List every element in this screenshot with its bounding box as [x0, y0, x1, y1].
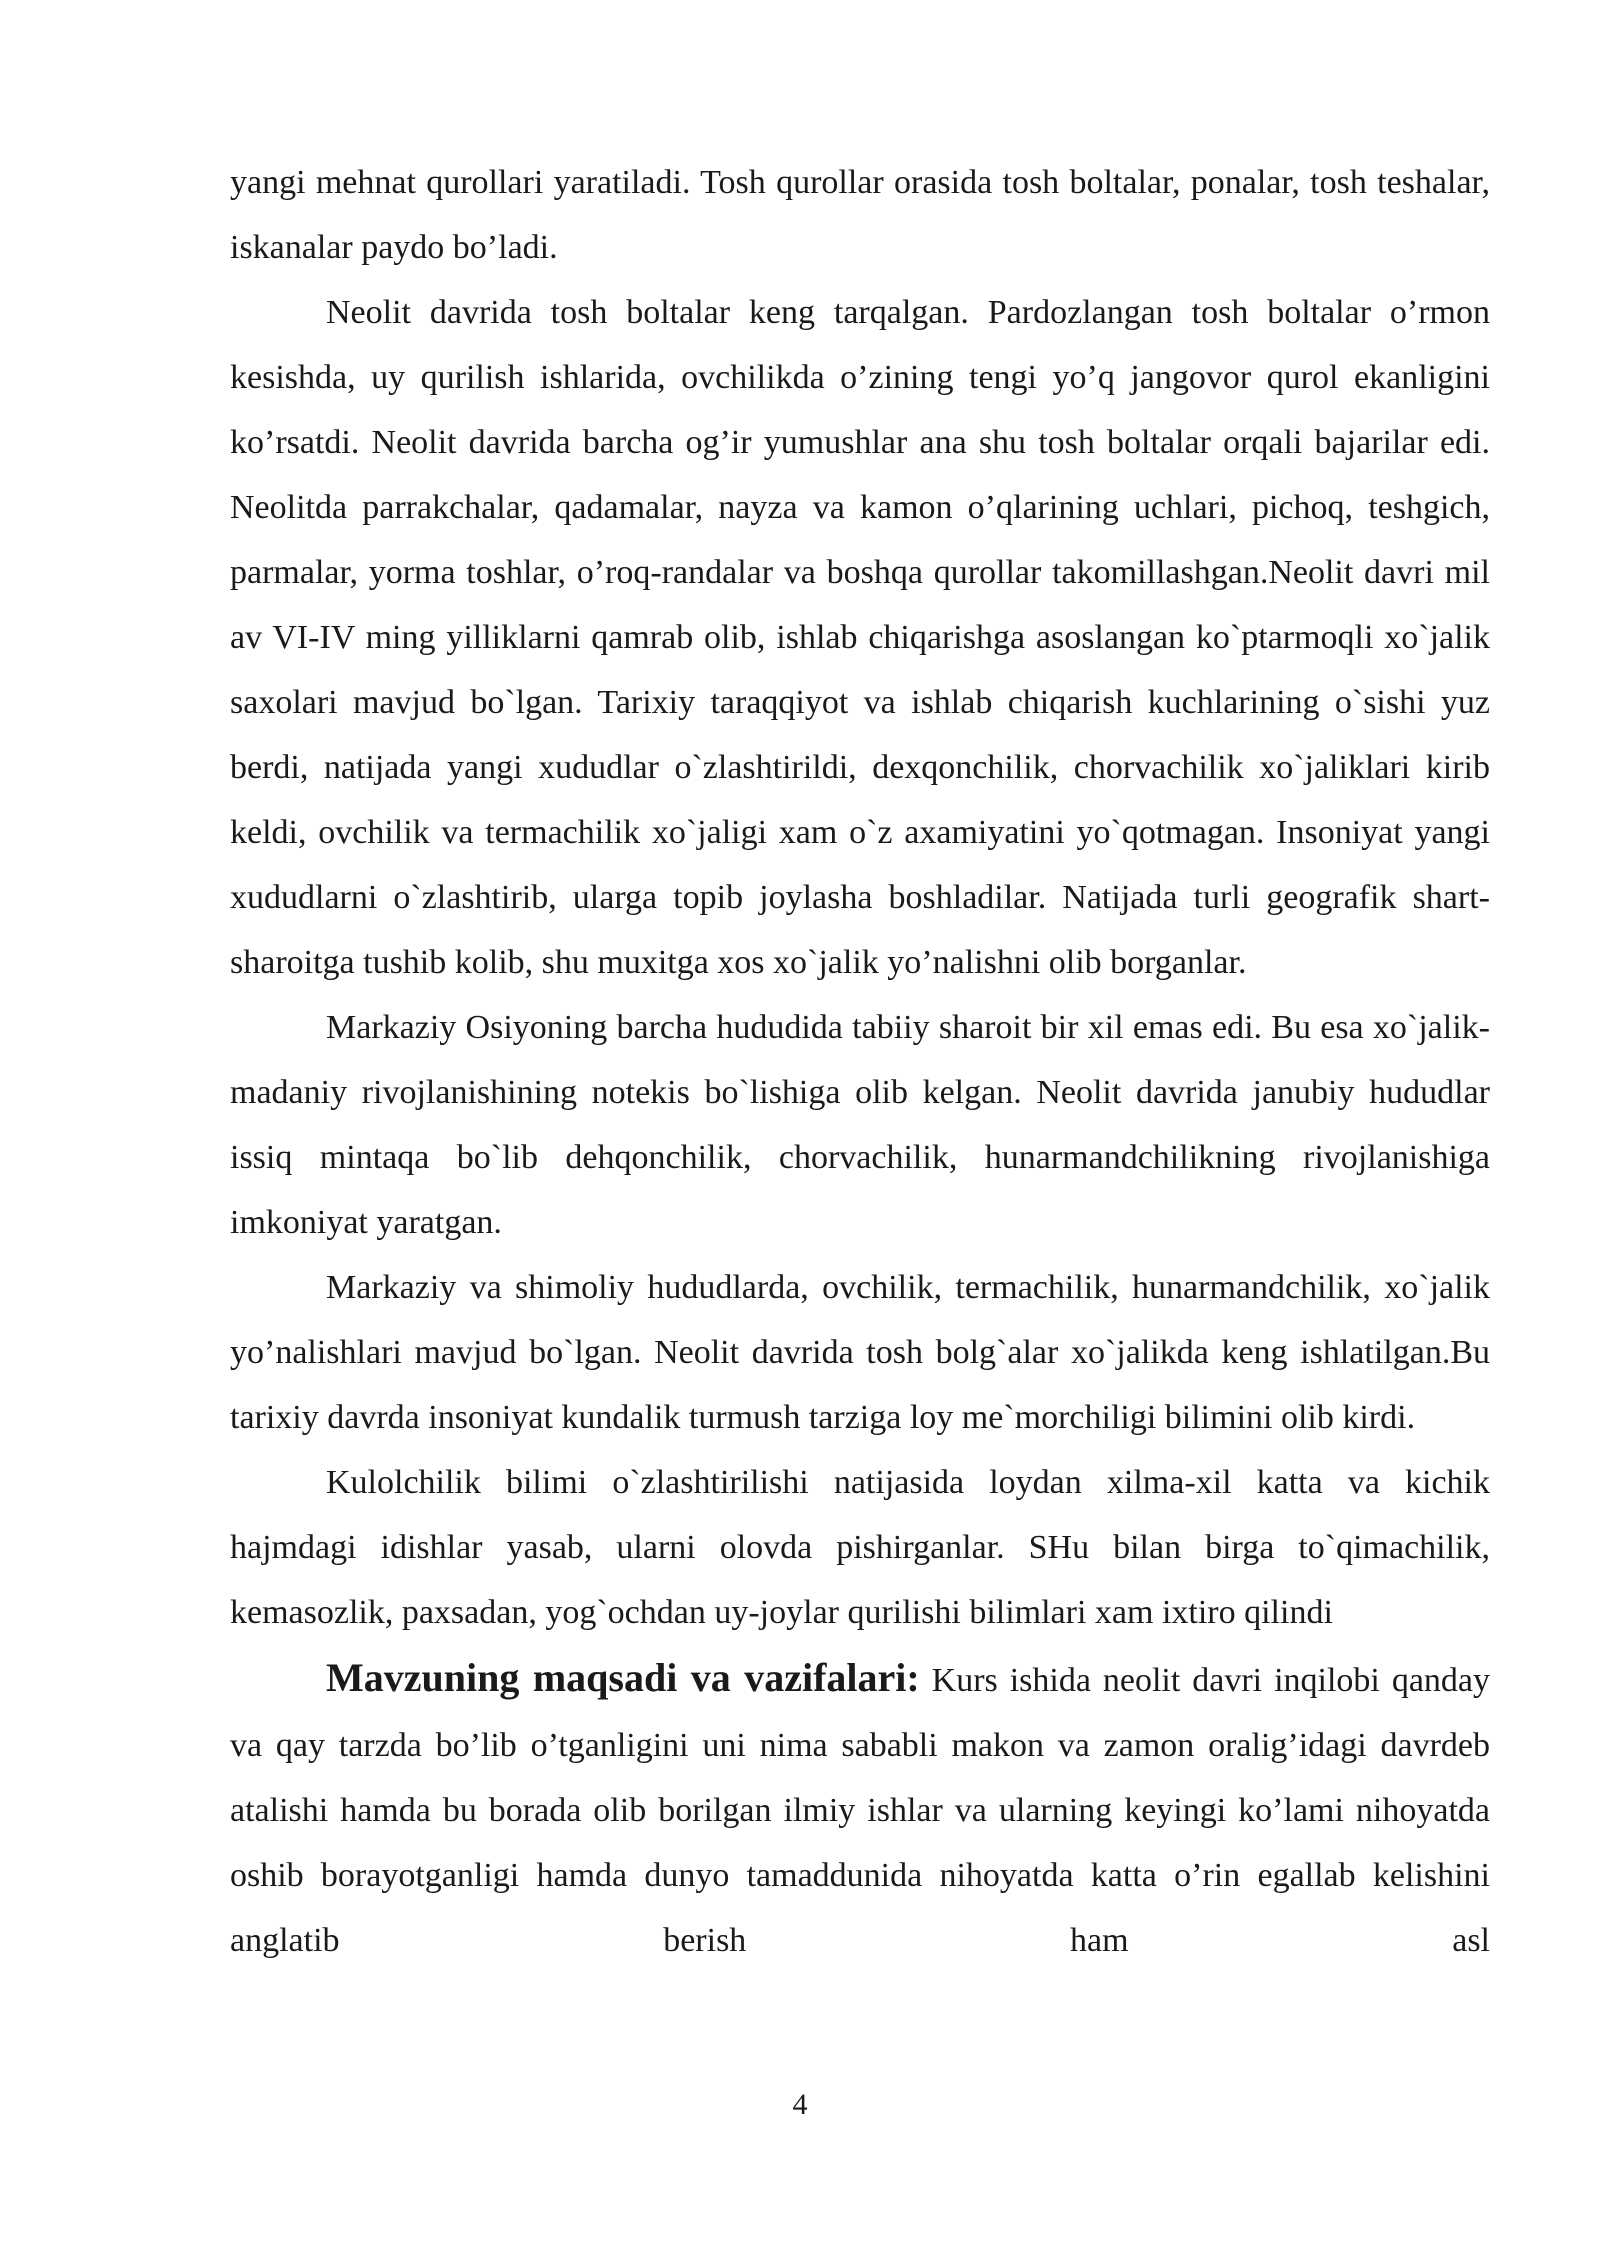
paragraph-3: Markaziy Osiyoning barcha hududida tabiiy sharoit bir xil emas edi. Bu esa xo`jalik-madaniy rivojlanishining notekis bo`lishiga olib kelgan. Neolit davrida janubiy hududlar issiq mintaqa bo`lib dehqonchilik, chorvachilik, hunarmandchilikning rivojlanishiga imkoniyat yaratgan.	[230, 1009, 1490, 1241]
paragraph-1: yangi mehnat qurollari yaratiladi. Tosh qurollar orasida tosh boltalar, ponalar, tosh teshalar, iskanalar paydo bo’ladi.	[230, 164, 1490, 266]
document-page	[230, 150, 1490, 1973]
page-number: 4	[792, 2088, 808, 2121]
paragraph-goals	[230, 1645, 1490, 1973]
goals-text: Kurs ishida neolit davri inqilobi qanday va qay tarzda bo’lib o’tganligini uni nima sababli makon va zamon oralig’idagi davrdeb atalishi hamda bu borada olib borilgan ilmiy ishlar va ularning keyingi ko’lami nihoyatda oshib borayotganligi hamda dunyo tamaddunida nihoyatda katta o’rin egallab kelishini anglatib berish ham asl	[230, 1662, 1490, 1959]
paragraph-5: Kulolchilik bilimi o`zlashtirilishi natijasida loydan xilma-xil katta va kichik hajmdagi idishlar yasab, ularni olovda pishirganlar. SHu bilan birga to`qimachilik, kemasozlik, paxsadan, yog`ochdan uy-joylar qurilishi bilimlari xam ixtiro qilindi	[230, 1464, 1490, 1631]
paragraph-2: Neolit davrida tosh boltalar keng tarqalgan. Pardozlangan tosh boltalar o’rmon kesishda, uy qurilish ishlarida, ovchilikda o’zining tengi yo’q jangovor qurol ekanligini ko’rsatdi. Neolit davrida barcha og’ir yumushlar ana shu tosh boltalar orqali bajarilar edi. Neolitda parrakchalar, qadamalar, nayza va kamon o’qlarining uchlari, pichoq, teshgich, parmalar, yorma toshlar, o’roq-randalar va boshqa qurollar takomillashgan.Neolit davri mil av VI-IV ming yilliklarni qamrab olib, ishlab chiqarishga asoslangan ko`ptarmoqli xo`jalik saxolari mavjud bo`lgan. Tarixiy taraqqiyot va ishlab chiqarish kuchlarining o`sishi yuz berdi, natijada yangi xududlar o`zlashtirildi, dexqonchilik, chorvachilik xo`jaliklari kirib keldi, ovchilik va termachilik xo`jaligi xam o`z axamiyatini yo`qotmagan. Insoniyat yangi xududlarni o`zlashtirib, ularga topib joylasha boshladilar. Natijada turli geografik shart-sharoitga tushib kolib, shu muxitga xos xo`jalik yo’nalishni olib borganlar.	[230, 294, 1490, 981]
paragraph-4: Markaziy va shimoliy hududlarda, ovchilik, termachilik, hunarmandchilik, xo`jalik yo’nalishlari mavjud bo`lgan. Neolit davrida tosh bolg`alar xo`jalikda keng ishlatilgan.Bu tarixiy davrda insoniyat kundalik turmush tarziga loy me`morchiligi bilimini olib kirdi.	[230, 1269, 1490, 1436]
section-heading: Mavzuning maqsadi va vazifalari:	[326, 1655, 920, 1700]
